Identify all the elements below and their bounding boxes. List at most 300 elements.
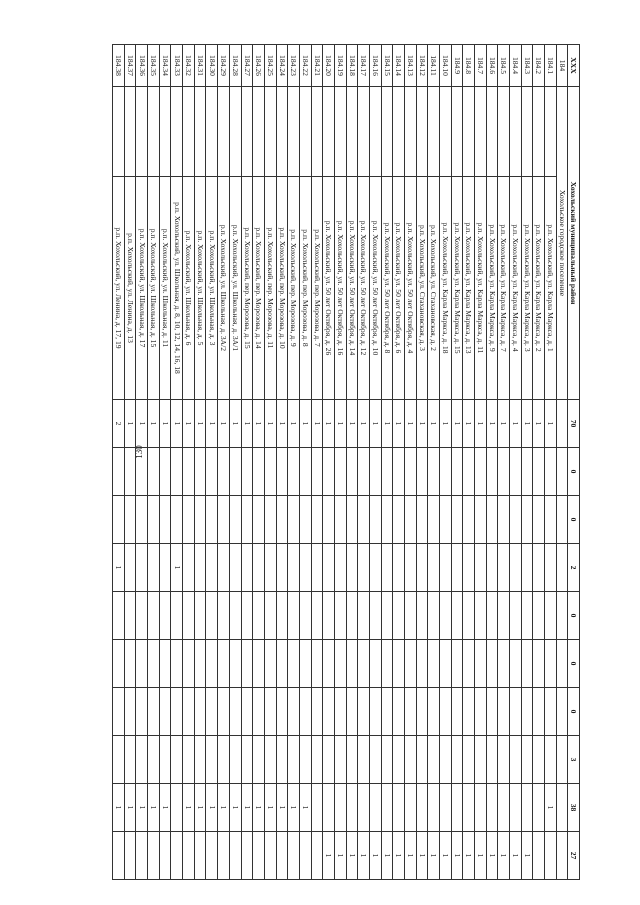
row-value-cell xyxy=(544,640,556,688)
row-value-cell xyxy=(486,784,498,832)
row-value-cell xyxy=(136,544,148,592)
row-address-cell: р.п. Хохольский, пер. Морозова, д. 15 xyxy=(241,177,253,400)
row-value-cell xyxy=(183,448,195,496)
row-value-cell xyxy=(218,496,230,544)
header-value-cell: 0 xyxy=(568,592,580,640)
row-value-cell: 1 xyxy=(439,832,451,880)
row-address-cell: р.п. Хохольский, ул. Карла Маркса, д. 18 xyxy=(439,177,451,400)
row-value-cell xyxy=(276,736,288,784)
row-value-cell: 1 xyxy=(264,400,276,448)
row-value-cell xyxy=(276,496,288,544)
row-code-cell: 184.10 xyxy=(439,45,451,87)
row-blank-cell xyxy=(264,87,276,177)
row-address-cell: р.п. Хохольский, ул. Стахановская, д. 2 xyxy=(428,177,440,400)
row-value-cell xyxy=(369,448,381,496)
row-value-cell xyxy=(486,688,498,736)
row-value-cell: 1 xyxy=(334,400,346,448)
header-value-cell: 0 xyxy=(568,448,580,496)
row-address-cell: р.п. Хохольский, ул. Карла Маркса, д. 13 xyxy=(463,177,475,400)
row-value-cell xyxy=(533,592,545,640)
row-value-cell xyxy=(416,640,428,688)
row-value-cell: 1 xyxy=(428,832,440,880)
row-value-cell: 1 xyxy=(369,400,381,448)
row-code-cell: 184.34 xyxy=(159,45,171,87)
row-value-cell xyxy=(544,688,556,736)
row-value-cell xyxy=(509,784,521,832)
row-value-cell xyxy=(463,784,475,832)
row-value-cell xyxy=(229,736,241,784)
row-value-cell xyxy=(241,544,253,592)
row-value-cell xyxy=(159,496,171,544)
row-value-cell xyxy=(544,496,556,544)
row-value-cell xyxy=(194,832,206,880)
table-row xyxy=(276,45,288,880)
row-value-cell xyxy=(136,736,148,784)
table-row xyxy=(521,45,533,880)
row-value-cell xyxy=(381,784,393,832)
row-blank-cell xyxy=(299,87,311,177)
row-code-cell: 184.38 xyxy=(113,45,125,87)
row-value-cell xyxy=(148,448,160,496)
row-value-cell xyxy=(136,832,148,880)
row-value-cell xyxy=(113,496,125,544)
page-number: 130 xyxy=(134,445,144,459)
row-value-cell xyxy=(229,592,241,640)
row-value-cell xyxy=(404,736,416,784)
row-value-cell xyxy=(416,784,428,832)
row-value-cell: 1 xyxy=(218,784,230,832)
row-value-cell xyxy=(474,736,486,784)
table-row xyxy=(428,45,440,880)
row-blank-cell xyxy=(369,87,381,177)
row-value-cell: 1 xyxy=(509,832,521,880)
row-value-cell xyxy=(381,496,393,544)
row-value-cell xyxy=(393,496,405,544)
row-value-cell: 1 xyxy=(288,400,300,448)
row-value-cell xyxy=(241,496,253,544)
row-value-cell xyxy=(416,448,428,496)
row-value-cell xyxy=(533,640,545,688)
row-value-cell xyxy=(299,640,311,688)
settlement-row xyxy=(556,45,568,880)
row-blank-cell xyxy=(136,87,148,177)
row-value-cell xyxy=(229,544,241,592)
row-value-cell: 1 xyxy=(159,400,171,448)
table-row xyxy=(334,45,346,880)
row-value-cell xyxy=(171,640,183,688)
row-value-cell xyxy=(124,640,136,688)
table-row xyxy=(253,45,265,880)
row-blank-cell xyxy=(113,87,125,177)
row-value-cell xyxy=(218,544,230,592)
settlement-value-cell xyxy=(556,736,568,784)
row-value-cell xyxy=(136,448,148,496)
row-value-cell xyxy=(474,784,486,832)
row-value-cell xyxy=(428,736,440,784)
row-value-cell xyxy=(183,640,195,688)
row-value-cell xyxy=(183,544,195,592)
row-blank-cell xyxy=(276,87,288,177)
row-value-cell xyxy=(486,448,498,496)
header-name-cell: Хохольский муниципальный район xyxy=(568,87,580,400)
table-row xyxy=(171,45,183,880)
row-value-cell xyxy=(509,688,521,736)
row-value-cell xyxy=(346,592,358,640)
row-value-cell xyxy=(276,544,288,592)
row-value-cell xyxy=(463,736,475,784)
row-value-cell xyxy=(194,592,206,640)
row-value-cell xyxy=(393,736,405,784)
row-value-cell xyxy=(241,736,253,784)
row-value-cell xyxy=(148,592,160,640)
row-value-cell xyxy=(486,592,498,640)
row-code-cell: 184.19 xyxy=(334,45,346,87)
row-value-cell xyxy=(334,784,346,832)
row-code-cell: 184.36 xyxy=(136,45,148,87)
row-value-cell: 1 xyxy=(521,400,533,448)
row-value-cell xyxy=(113,736,125,784)
row-value-cell xyxy=(463,688,475,736)
row-address-cell: р.п. Хохольский, ул. 50 лет Октября, д. 6 xyxy=(393,177,405,400)
row-value-cell xyxy=(113,448,125,496)
row-value-cell xyxy=(358,592,370,640)
row-blank-cell xyxy=(183,87,195,177)
row-address-cell: р.п. Хохольский, пер. Морозова, д. 11 xyxy=(264,177,276,400)
row-value-cell xyxy=(416,592,428,640)
row-value-cell xyxy=(474,496,486,544)
row-blank-cell xyxy=(428,87,440,177)
row-value-cell xyxy=(428,496,440,544)
row-value-cell xyxy=(288,688,300,736)
row-value-cell xyxy=(264,832,276,880)
row-code-cell: 184.30 xyxy=(206,45,218,87)
row-value-cell: 1 xyxy=(404,832,416,880)
row-value-cell xyxy=(323,784,335,832)
row-value-cell xyxy=(159,640,171,688)
row-value-cell xyxy=(206,736,218,784)
row-value-cell xyxy=(346,784,358,832)
row-value-cell xyxy=(334,592,346,640)
row-value-cell xyxy=(451,784,463,832)
row-blank-cell xyxy=(159,87,171,177)
row-value-cell: 1 xyxy=(334,832,346,880)
header-value-cell: 2 xyxy=(568,544,580,592)
row-address-cell: р.п. Хохольский, ул. Школьная, д. 3 xyxy=(206,177,218,400)
header-value-cell: 27 xyxy=(568,832,580,880)
row-blank-cell xyxy=(148,87,160,177)
row-value-cell xyxy=(218,688,230,736)
row-value-cell xyxy=(124,544,136,592)
row-value-cell xyxy=(206,496,218,544)
table-row xyxy=(416,45,428,880)
row-value-cell: 1 xyxy=(533,400,545,448)
row-value-cell xyxy=(323,448,335,496)
row-value-cell xyxy=(463,592,475,640)
row-value-cell: 1 xyxy=(451,400,463,448)
row-value-cell xyxy=(311,640,323,688)
row-value-cell xyxy=(299,544,311,592)
settlement-value-cell xyxy=(556,544,568,592)
row-value-cell: 1 xyxy=(253,784,265,832)
row-blank-cell xyxy=(544,87,556,177)
row-address-cell: р.п. Хохольский, ул. Карла Маркса, д. 9 xyxy=(486,177,498,400)
row-value-cell xyxy=(381,688,393,736)
row-value-cell xyxy=(334,496,346,544)
header-value-cell: 0 xyxy=(568,640,580,688)
row-value-cell xyxy=(346,544,358,592)
row-blank-cell xyxy=(311,87,323,177)
row-value-cell xyxy=(194,544,206,592)
row-value-cell: 1 xyxy=(241,784,253,832)
settlement-code-cell: 184 xyxy=(556,45,568,87)
row-code-cell: 184.17 xyxy=(358,45,370,87)
row-blank-cell xyxy=(463,87,475,177)
row-address-cell: р.п. Хохольский, пер. Морозова, д. 8 xyxy=(299,177,311,400)
row-value-cell xyxy=(229,688,241,736)
settlement-name-cell: Хохольское городское поселение xyxy=(556,87,568,400)
row-value-cell xyxy=(299,688,311,736)
row-value-cell xyxy=(229,832,241,880)
row-address-cell: р.п. Хохольский, ул. Школьная, д. 15 xyxy=(148,177,160,400)
row-value-cell xyxy=(334,544,346,592)
row-code-cell: 184.7 xyxy=(474,45,486,87)
row-value-cell xyxy=(463,496,475,544)
row-value-cell xyxy=(159,592,171,640)
row-value-cell xyxy=(113,592,125,640)
row-blank-cell xyxy=(416,87,428,177)
row-value-cell xyxy=(299,496,311,544)
row-code-cell: 184.37 xyxy=(124,45,136,87)
row-value-cell xyxy=(299,832,311,880)
row-value-cell: 1 xyxy=(194,400,206,448)
row-value-cell: 1 xyxy=(439,400,451,448)
row-value-cell: 1 xyxy=(288,784,300,832)
row-value-cell xyxy=(393,688,405,736)
row-value-cell xyxy=(124,448,136,496)
row-value-cell xyxy=(404,496,416,544)
row-value-cell xyxy=(439,688,451,736)
row-value-cell xyxy=(241,448,253,496)
row-value-cell xyxy=(311,784,323,832)
row-code-cell: 184.22 xyxy=(299,45,311,87)
row-code-cell: 184.18 xyxy=(346,45,358,87)
row-value-cell xyxy=(428,640,440,688)
row-address-cell: р.п. Хохольский, ул. 50 лет Октября, д. 8 xyxy=(381,177,393,400)
row-value-cell xyxy=(369,688,381,736)
row-value-cell xyxy=(451,592,463,640)
row-value-cell: 1 xyxy=(428,400,440,448)
row-value-cell: 1 xyxy=(124,784,136,832)
table-row xyxy=(113,45,125,880)
header-code-cell: XXX xyxy=(568,45,580,87)
row-value-cell xyxy=(463,544,475,592)
row-value-cell xyxy=(369,640,381,688)
row-value-cell: 1 xyxy=(264,784,276,832)
row-value-cell xyxy=(544,448,556,496)
row-value-cell xyxy=(428,688,440,736)
row-code-cell: 184.21 xyxy=(311,45,323,87)
table-row xyxy=(509,45,521,880)
row-value-cell xyxy=(498,640,510,688)
row-value-cell: 1 xyxy=(416,832,428,880)
row-value-cell: 1 xyxy=(544,784,556,832)
row-blank-cell xyxy=(439,87,451,177)
row-blank-cell xyxy=(194,87,206,177)
row-value-cell xyxy=(206,544,218,592)
row-value-cell xyxy=(299,736,311,784)
row-value-cell xyxy=(439,784,451,832)
row-address-cell: р.п. Хохольский, ул. 50 лет Октября, д. 16 xyxy=(334,177,346,400)
row-value-cell xyxy=(218,592,230,640)
row-value-cell xyxy=(521,544,533,592)
table-row xyxy=(486,45,498,880)
row-value-cell xyxy=(521,640,533,688)
row-blank-cell xyxy=(451,87,463,177)
row-value-cell: 1 xyxy=(381,832,393,880)
row-value-cell xyxy=(171,736,183,784)
row-value-cell: 1 xyxy=(299,784,311,832)
row-value-cell xyxy=(404,688,416,736)
row-code-cell: 184.11 xyxy=(428,45,440,87)
table-row xyxy=(381,45,393,880)
row-value-cell xyxy=(498,448,510,496)
row-value-cell xyxy=(299,592,311,640)
row-code-cell: 184.29 xyxy=(218,45,230,87)
header-value-cell: 0 xyxy=(568,496,580,544)
row-value-cell xyxy=(288,592,300,640)
row-address-cell: р.п. Хохольский, ул. Ленина, д. 13 xyxy=(124,177,136,400)
row-value-cell xyxy=(299,448,311,496)
table-row xyxy=(346,45,358,880)
table-row xyxy=(463,45,475,880)
row-value-cell xyxy=(218,832,230,880)
settlement-value-cell xyxy=(556,448,568,496)
row-value-cell: 1 xyxy=(393,832,405,880)
row-value-cell: 1 xyxy=(311,400,323,448)
row-value-cell xyxy=(439,736,451,784)
row-value-cell xyxy=(509,640,521,688)
row-value-cell xyxy=(358,496,370,544)
row-value-cell: 1 xyxy=(346,832,358,880)
row-value-cell: 1 xyxy=(381,400,393,448)
row-value-cell xyxy=(439,544,451,592)
row-value-cell xyxy=(229,640,241,688)
row-blank-cell xyxy=(253,87,265,177)
row-address-cell: р.п. Хохольский, ул. Школьная, д. 11 xyxy=(159,177,171,400)
row-value-cell xyxy=(311,832,323,880)
row-value-cell xyxy=(136,592,148,640)
row-value-cell xyxy=(218,736,230,784)
row-value-cell: 1 xyxy=(323,832,335,880)
header-value-cell: 0 xyxy=(568,688,580,736)
table-row xyxy=(323,45,335,880)
row-value-cell xyxy=(334,640,346,688)
row-blank-cell xyxy=(509,87,521,177)
table-row xyxy=(194,45,206,880)
row-address-cell: р.п. Хохольский, ул. 50 лет Октября, д. 12 xyxy=(358,177,370,400)
row-value-cell xyxy=(229,448,241,496)
table-row xyxy=(533,45,545,880)
row-value-cell xyxy=(124,592,136,640)
table-body xyxy=(113,45,580,880)
row-blank-cell xyxy=(346,87,358,177)
row-value-cell xyxy=(509,448,521,496)
row-value-cell xyxy=(253,688,265,736)
row-value-cell xyxy=(439,448,451,496)
row-value-cell xyxy=(533,832,545,880)
row-value-cell: 1 xyxy=(544,400,556,448)
row-value-cell xyxy=(521,448,533,496)
settlement-value-cell xyxy=(556,400,568,448)
row-value-cell xyxy=(451,496,463,544)
row-code-cell: 184.25 xyxy=(264,45,276,87)
row-address-cell: р.п. Хохольский, пер. Морозова, д. 14 xyxy=(253,177,265,400)
row-value-cell xyxy=(498,496,510,544)
row-address-cell: р.п. Хохольский, ул. Школьная, д. 3А/1 xyxy=(229,177,241,400)
row-value-cell xyxy=(311,544,323,592)
row-code-cell: 184.35 xyxy=(148,45,160,87)
row-value-cell xyxy=(346,640,358,688)
row-value-cell xyxy=(264,736,276,784)
settlement-value-cell xyxy=(556,496,568,544)
row-code-cell: 184.20 xyxy=(323,45,335,87)
row-value-cell xyxy=(498,544,510,592)
row-value-cell xyxy=(474,592,486,640)
row-value-cell xyxy=(253,832,265,880)
row-value-cell xyxy=(241,640,253,688)
row-blank-cell xyxy=(404,87,416,177)
row-value-cell: 1 xyxy=(463,400,475,448)
row-code-cell: 184.24 xyxy=(276,45,288,87)
row-value-cell: 1 xyxy=(276,400,288,448)
row-value-cell xyxy=(276,592,288,640)
row-value-cell xyxy=(451,448,463,496)
row-address-cell: р.п. Хохольский, ул. Ленина, д. 17, 19 xyxy=(113,177,125,400)
row-address-cell: р.п. Хохольский, ул. Карла Маркса, д. 4 xyxy=(509,177,521,400)
row-blank-cell xyxy=(124,87,136,177)
row-address-cell: р.п. Хохольский, ул. 50 лет Октября, д. 14 xyxy=(346,177,358,400)
row-value-cell: 1 xyxy=(358,832,370,880)
row-value-cell xyxy=(253,592,265,640)
row-value-cell xyxy=(393,640,405,688)
row-value-cell xyxy=(288,640,300,688)
row-value-cell xyxy=(124,496,136,544)
row-value-cell xyxy=(416,544,428,592)
row-value-cell xyxy=(451,688,463,736)
row-value-cell xyxy=(288,544,300,592)
row-value-cell xyxy=(183,688,195,736)
row-address-cell: р.п. Хохольский, ул. Школьная, д. 8, 10, 12, 14, 16, 18 xyxy=(171,177,183,400)
rotated-table-frame xyxy=(112,44,580,879)
row-value-cell: 1 xyxy=(206,400,218,448)
row-code-cell: 184.26 xyxy=(253,45,265,87)
table-row xyxy=(241,45,253,880)
row-value-cell: 1 xyxy=(416,400,428,448)
row-value-cell xyxy=(334,688,346,736)
table-row xyxy=(148,45,160,880)
row-value-cell xyxy=(544,832,556,880)
table-row xyxy=(474,45,486,880)
row-value-cell xyxy=(136,688,148,736)
table-row xyxy=(498,45,510,880)
row-value-cell: 1 xyxy=(229,400,241,448)
row-value-cell xyxy=(264,448,276,496)
row-address-cell: р.п. Хохольский, пер. Морозова, д. 7 xyxy=(311,177,323,400)
row-value-cell xyxy=(486,736,498,784)
row-value-cell xyxy=(276,448,288,496)
row-value-cell: 1 xyxy=(486,832,498,880)
row-code-cell: 184.15 xyxy=(381,45,393,87)
